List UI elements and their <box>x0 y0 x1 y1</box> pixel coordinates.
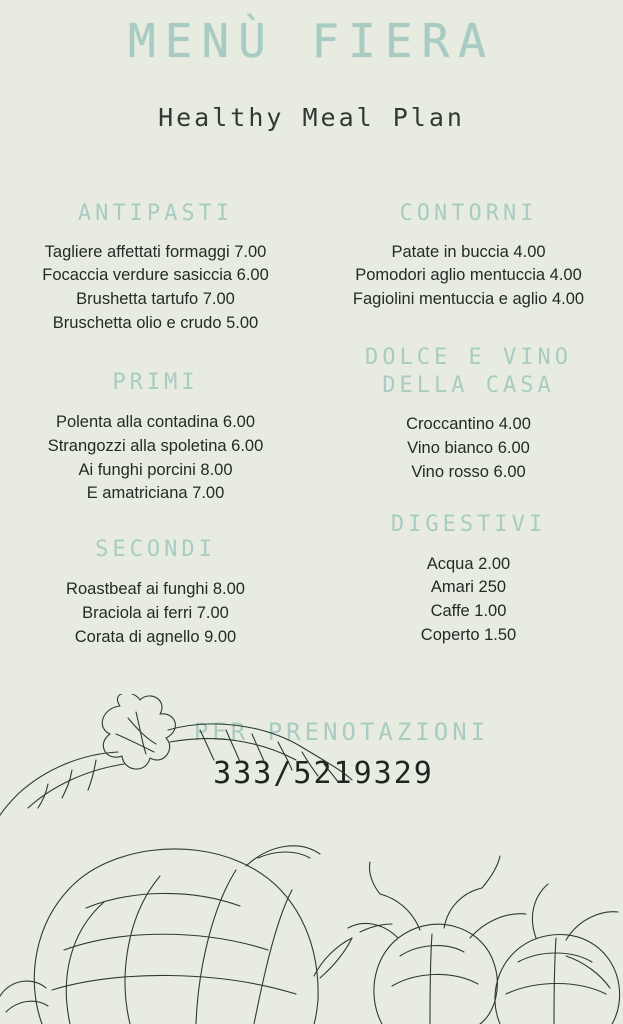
section-items-primi <box>0 411 311 507</box>
menu-section-dolce-e-vino <box>315 344 622 485</box>
menu-item: Vino rosso 6.00 <box>411 463 526 482</box>
menu-item: Patate in buccia 4.00 <box>391 242 546 261</box>
menu-item: E amatriciana 7.00 <box>86 484 225 503</box>
menu-item: Vino bianco 6.00 <box>407 439 530 458</box>
menu-item: Brushetta tartufo 7.00 <box>76 290 235 309</box>
menu-item: Fagiolini mentuccia e aglio 4.00 <box>352 290 585 309</box>
section-title-antipasti: ANTIPASTI <box>77 201 234 226</box>
menu-item: Amari 250 <box>430 578 507 597</box>
menu-columns <box>0 200 623 654</box>
menu-item: Ai funghi porcini 8.00 <box>78 460 233 479</box>
section-title-contorni: CONTORNI <box>399 201 538 226</box>
menu-item: Tagliere affettati formaggi 7.00 <box>44 242 267 261</box>
menu-item: Braciola ai ferri 7.00 <box>82 603 229 622</box>
booking-label: PER PRENOTAZIONI <box>193 718 490 746</box>
menu-item: Roastbeaf ai funghi 8.00 <box>66 579 245 598</box>
section-title-secondi: SECONDI <box>95 537 216 563</box>
menu-item: Corata di agnello 9.00 <box>74 627 237 646</box>
menu-item: Coperto 1.50 <box>420 626 517 645</box>
menu-item: Bruschetta olio e crudo 5.00 <box>52 314 259 333</box>
booking-phone[interactable]: 333/5219329 <box>213 756 434 791</box>
menu-item: Polenta alla contadina 6.00 <box>55 412 256 431</box>
menu-item: Caffe 1.00 <box>430 602 507 621</box>
menu-item: Strangozzi alla spoletina 6.00 <box>47 436 264 455</box>
page-title: MENÙ FIERA <box>128 14 495 68</box>
page-subtitle: Healthy Meal Plan <box>158 102 465 132</box>
section-title-primi: PRIMI <box>112 370 199 396</box>
menu-item: Croccantino 4.00 <box>406 415 531 434</box>
section-items-digestivi <box>315 553 622 649</box>
section-items-secondi <box>0 578 311 650</box>
section-title-dolce-e-vino: DOLCE E VINO DELLA CASA <box>365 345 572 398</box>
menu-section-digestivi <box>315 511 622 648</box>
menu-item: Pomodori aglio mentuccia 4.00 <box>355 266 582 285</box>
section-items-dolce-e-vino <box>315 413 622 485</box>
section-title-digestivi: DIGESTIVI <box>390 512 547 538</box>
menu-section-secondi <box>0 536 311 649</box>
section-items-antipasti <box>0 241 311 337</box>
menu-column-right <box>311 200 622 654</box>
menu-section-antipasti <box>0 200 311 336</box>
booking-block <box>0 718 623 791</box>
section-items-contorni <box>315 241 622 313</box>
menu-item: Acqua 2.00 <box>426 554 511 573</box>
menu-column-left <box>0 200 311 654</box>
menu-item: Focaccia verdure sasiccia 6.00 <box>42 266 269 285</box>
menu-section-primi <box>0 369 311 506</box>
menu-section-contorni <box>315 200 622 312</box>
